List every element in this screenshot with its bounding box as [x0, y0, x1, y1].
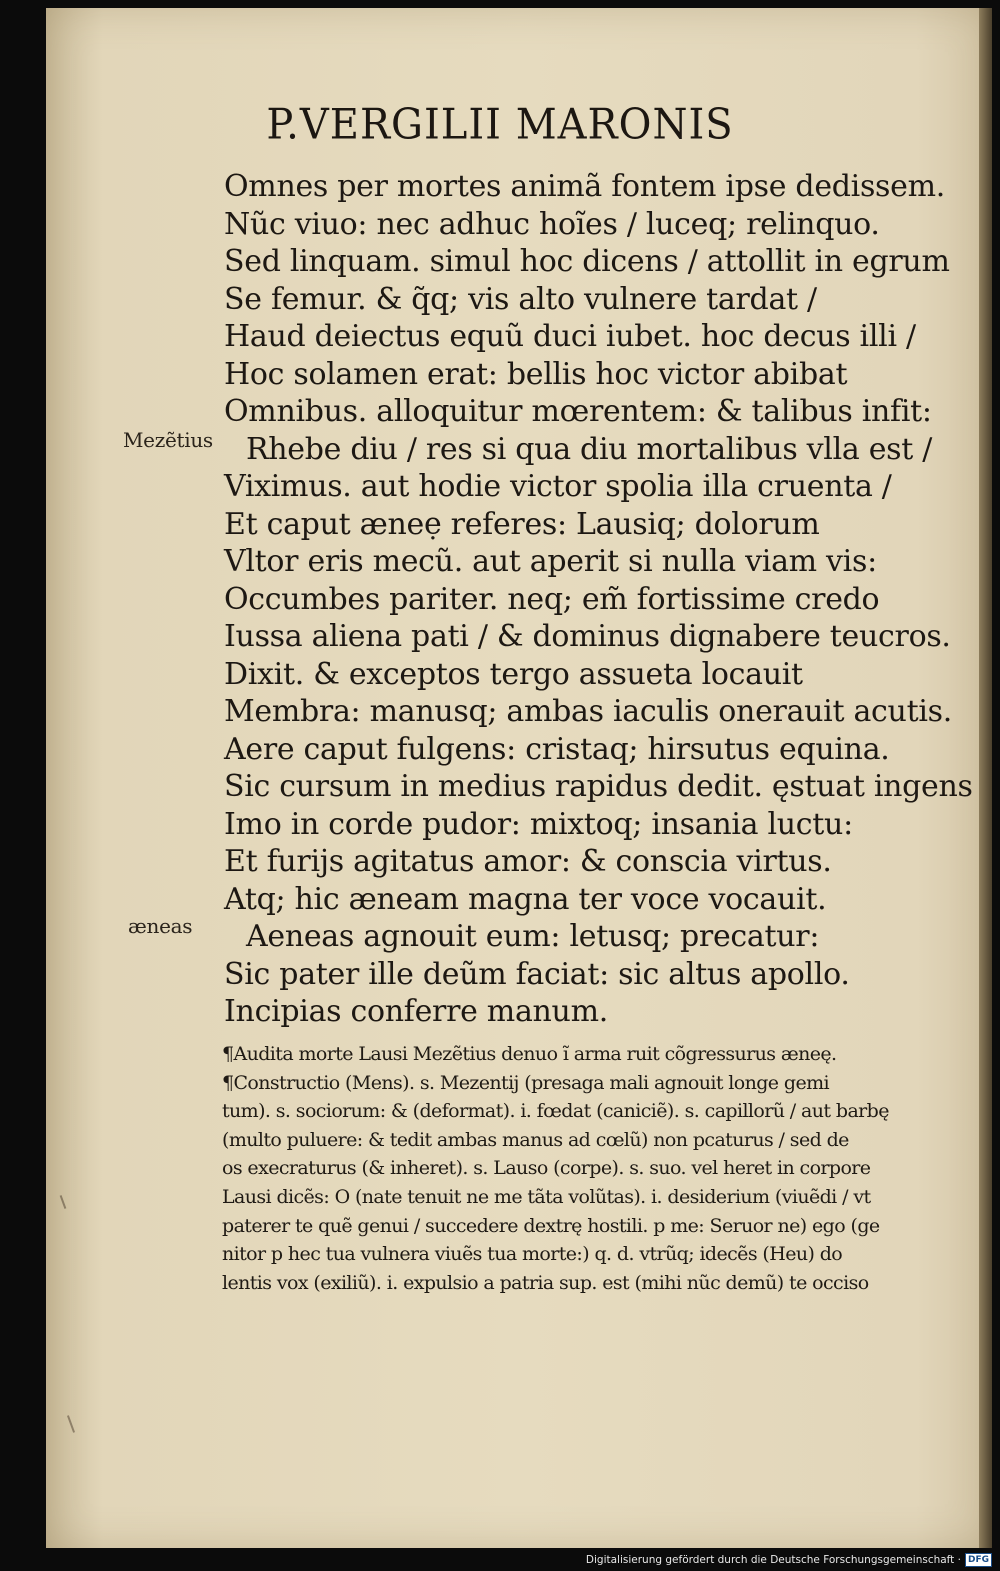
verse-line: Viximus. aut hodie victor spolia illa cruenta / [224, 469, 892, 504]
verse-line: Nũc viuo: nec adhuc hoĩes / luceq; relinquo. [224, 206, 880, 242]
commentary-text [222, 1040, 947, 1297]
verse-line: Haud deiectus equũ duci iubet. hoc decus illi / [224, 319, 916, 354]
commentary-line: os execraturus (& inheret). s. Lauso (corpe). s. suo. vel heret in corpore [222, 1157, 871, 1180]
commentary-line: (multo puluere: & tedit ambas manus ad cœlũ) non pcaturus / sed de [222, 1128, 849, 1151]
verse-line: Sed linquam. simul hoc dicens / attollit in egrum [224, 244, 950, 279]
page-edge [979, 8, 992, 1548]
verse-line: Iussa aliena pati / & dominus dignabere teucros. [224, 619, 951, 654]
verse-line: Sic cursum in medius rapidus dedit. ęstuat ingens [224, 769, 973, 804]
verse-line: Sic pater ille deũm faciat: sic altus apollo. [224, 956, 850, 992]
verse-line: Rhebe diu / res si qua diu mortalibus vlla est / [246, 431, 933, 467]
commentary-line: Lausi dicẽs: O (nate tenuit ne me tãta volũtas). i. desiderium (viuẽdi / vt [222, 1185, 871, 1208]
verse-line: Dixit. & exceptos tergo assueta locauit [224, 656, 803, 692]
verse-line: Omnes per mortes animã fontem ipse dedissem. [224, 169, 945, 204]
verse-line: Atq; hic æneam magna ter voce vocauit. [224, 881, 827, 917]
verse-line: Occumbes pariter. neq; em̃ fortissime credo [224, 581, 880, 617]
commentary-line: ¶Constructio (Mens). s. Mezentij (presaga mali agnouit longe gemi [222, 1071, 829, 1094]
verse-line: Vltor eris mecũ. aut aperit si nulla viam vis: [224, 544, 877, 579]
verse-line: Et caput æneẹ referes: Lausiq; dolorum [224, 506, 820, 542]
verse-text [224, 168, 973, 1031]
commentary-line: lentis vox (exiliũ). i. expulsio a patria sup. est (mihi nũc demũ) te occiso [222, 1271, 869, 1294]
verse-line: Se femur. & q̃q; vis alto vulnere tardat / [224, 281, 817, 317]
commentary-line: ¶Audita morte Lausi Mezẽtius denuo ĩ arma ruit cõgressurus æneę. [222, 1043, 837, 1065]
verse-line: Hoc solamen erat: bellis hoc victor abibat [224, 356, 848, 392]
marginal-note-mezentius: Mezẽtius [123, 428, 213, 452]
verse-line: Omnibus. alloquitur mœrentem: & talibus infit: [224, 394, 932, 429]
running-head: P.VERGILII MARONIS [266, 100, 734, 150]
verse-line: Incipias conferre manum. [224, 994, 608, 1029]
funding-credit: Digitalisierung gefördert durch die Deutsche Forschungsgemeinschaft · [585, 1554, 961, 1566]
verse-line: Aeneas agnouit eum: letusq; precatur: [246, 919, 820, 954]
digitization-footer [585, 1552, 992, 1568]
verse-line: Aere caput fulgens: cristaq; hirsutus equina. [224, 731, 890, 767]
marginal-note-aeneas: æneas [128, 914, 193, 938]
commentary-line: nitor p hec tua vulnera viuẽs tua morte:) q. d. vtrũq; idecẽs (Heu) do [222, 1243, 843, 1266]
commentary-line: paterer te quẽ genui / succedere dextrę hostili. p me: Seruor ne) ego (ge [222, 1214, 880, 1237]
verse-line: Membra: manusq; ambas iaculis onerauit acutis. [224, 694, 952, 729]
dfg-logo: DFG [965, 1553, 992, 1567]
commentary-line: tum). s. sociorum: & (deformat). i. fœdat (caniciẽ). s. capillorũ / aut barbę [222, 1100, 889, 1123]
verse-line: Et furijs agitatus amor: & conscia virtus. [224, 844, 832, 879]
verse-line: Imo in corde pudor: mixtoq; insania luctu: [224, 806, 853, 842]
